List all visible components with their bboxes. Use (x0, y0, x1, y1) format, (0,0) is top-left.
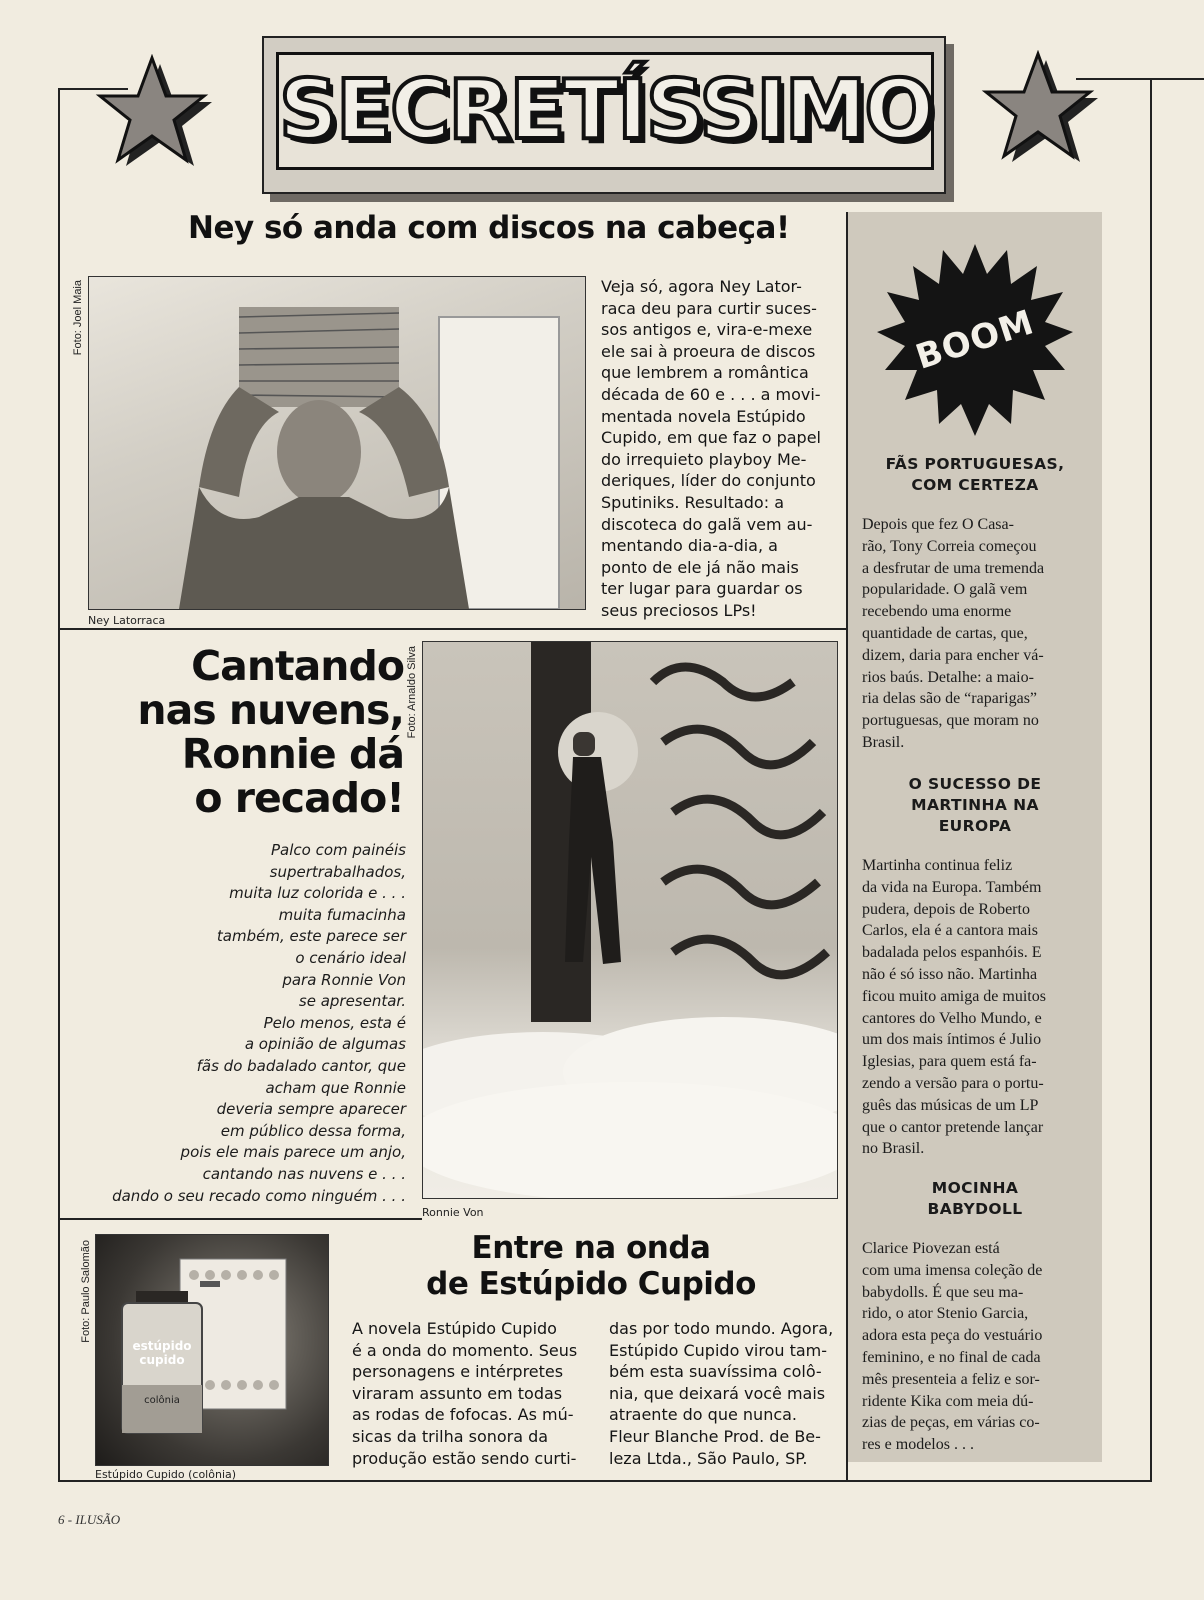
sidebar-section-text (862, 855, 1088, 1160)
text-line: muita fumacinha (278, 905, 406, 924)
text-line: o cenário ideal (295, 948, 406, 967)
story3-text-col1 (352, 1318, 588, 1469)
sidebar-section-title (862, 454, 1088, 496)
text-line: que lembrem a romântica (601, 363, 809, 383)
product-label: estúpido cupido (132, 1339, 192, 1367)
text-line: mentando dia-a-dia, a (601, 536, 778, 556)
text-line: cantores do Velho Mundo, e (862, 1009, 1042, 1027)
text-line: discoteca do galã vem au- (601, 514, 813, 534)
story2-text (84, 840, 406, 1207)
title-line: MOCINHA (931, 1179, 1019, 1197)
headline-line: o recado! (194, 774, 404, 822)
title-line: BABYDOLL (927, 1200, 1023, 1218)
star-left-icon (92, 54, 212, 174)
sidebar-section-text (862, 1238, 1088, 1456)
text-line: que o cantor pretende lançar (862, 1118, 1044, 1136)
text-line: acham que Ronnie (265, 1078, 406, 1097)
text-line: dando o seu recado como ninguém . . . (112, 1186, 406, 1205)
masthead-box (262, 36, 946, 194)
story1-photo (88, 276, 586, 610)
text-line: Veja só, agora Ney Lator- (601, 277, 802, 296)
story2-photo-credit: Foto: Arnaldo Silva (406, 646, 418, 739)
text-line: viraram assunto em todas (352, 1383, 563, 1403)
headline-line: de Estúpido Cupido (426, 1266, 756, 1302)
title-line: O SUCESSO DE (908, 775, 1042, 793)
text-line: mentada novela Estúpido (601, 406, 806, 426)
text-line: também, este parece ser (216, 927, 406, 946)
text-line: das por todo mundo. Agora, (609, 1319, 834, 1338)
text-line: res e modelos . . . (862, 1436, 974, 1454)
sidebar-panel (848, 212, 1102, 1462)
sidebar-section-title (862, 774, 1088, 837)
text-line: cantando nas nuvens e . . . (202, 1164, 406, 1183)
sidebar-section-babydoll (862, 1178, 1088, 1456)
text-line: pois ele mais parece um anjo, (180, 1143, 406, 1162)
text-line: babydolls. É que seu ma- (862, 1283, 1024, 1301)
text-line: popularidade. O galã vem (862, 581, 1028, 599)
text-line: portuguesas, que moram no (862, 712, 1039, 730)
text-line: em público dessa forma, (220, 1121, 406, 1140)
text-line: Cupido, em que faz o papel (601, 428, 821, 448)
text-line: raca deu para curtir suces- (601, 298, 817, 318)
text-line: deveria sempre aparecer (216, 1100, 406, 1119)
story1-photo-illustration (89, 277, 585, 609)
text-line: Martinha continua feliz (862, 857, 1013, 874)
title-line: COM CERTEZA (911, 476, 1039, 494)
story3-photo (95, 1234, 329, 1466)
text-line: ficou muito amiga de muitos (862, 987, 1046, 1005)
text-line: Iglesias, para quem está fa- (862, 1053, 1037, 1071)
text-line: Clarice Piovezan está (862, 1240, 1000, 1257)
text-line: ria delas são de “raparigas” (862, 690, 1038, 708)
story2-caption: Ronnie Von (422, 1206, 484, 1219)
story3-text-col2 (609, 1318, 845, 1469)
story3-caption: Estúpido Cupido (colônia) (95, 1468, 237, 1481)
story2-headline (100, 644, 404, 820)
text-line: Estúpido Cupido virou tam- (609, 1340, 828, 1360)
text-line: recebendo uma enorme (862, 603, 1012, 621)
story2-photo (422, 641, 838, 1199)
text-line: mês presenteia a feliz e sor- (862, 1370, 1040, 1388)
text-line: personagens e intérpretes (352, 1362, 564, 1382)
title-line: MARTINHA NA (911, 796, 1039, 814)
text-line: nia, que deixará você mais (609, 1383, 826, 1403)
sidebar-section-text (862, 514, 1088, 754)
text-line: badalada pelos espanhóis. E (862, 944, 1042, 962)
text-line: Brasil. (862, 733, 905, 751)
headline-line: Cantando (191, 642, 404, 690)
text-line: para Ronnie Von (282, 970, 406, 989)
masthead-title: SECRETÍSSIMO (279, 63, 933, 158)
text-line: Carlos, ela é a cantora mais (862, 922, 1038, 940)
text-line: leza Ltda., São Paulo, SP. (609, 1448, 808, 1468)
text-line: é a onda do momento. Seus (352, 1340, 578, 1360)
story3-headline (346, 1230, 836, 1302)
text-line: zendo a versão para o portu- (862, 1074, 1044, 1092)
text-line: as rodas de fofocas. As mú- (352, 1405, 574, 1425)
text-line: Sputiniks. Resultado: a (601, 492, 784, 512)
text-line: não é só isso não. Martinha (862, 965, 1038, 983)
text-line: um dos mais íntimos é Julio (862, 1031, 1042, 1049)
text-line: feminino, e no final de cada (862, 1348, 1041, 1366)
story1-headline: Ney só anda com discos na cabeça! (188, 210, 790, 246)
headline-line: nas nuvens, (137, 686, 404, 734)
text-line: sicas da trilha sonora da (352, 1426, 549, 1446)
text-line: dizem, daria para encher vá- (862, 646, 1044, 664)
sidebar-section-portuguesas (862, 454, 1088, 754)
text-line: a opinião de algumas (244, 1035, 406, 1054)
story2-bottom-rule (60, 1218, 422, 1220)
text-line: ponto de ele já não mais (601, 557, 799, 577)
story1-bottom-rule (60, 628, 846, 630)
text-line: adora esta peça do vestuário (862, 1327, 1043, 1345)
story1-text (601, 276, 833, 622)
text-line: A novela Estúpido Cupido (352, 1319, 557, 1338)
text-line: Pelo menos, esta é (263, 1013, 406, 1032)
text-line: supertrabalhados, (269, 862, 406, 881)
product-sub-label: colônia (144, 1395, 180, 1406)
text-line: atraente do que nunca. (609, 1405, 798, 1425)
frame-right-rule (1150, 78, 1152, 1482)
text-line: Fleur Blanche Prod. de Be- (609, 1426, 821, 1446)
text-line: deriques, líder do conjunto (601, 471, 816, 491)
story3-photo-credit: Foto: Paulo Salomão (80, 1240, 92, 1343)
text-line: década de 60 e . . . a movi- (601, 384, 821, 404)
page-folio: 6 - ILUSÃO (58, 1512, 121, 1527)
masthead-inner (276, 52, 934, 170)
text-line: do irrequieto playboy Me- (601, 449, 807, 469)
headline-line: Ronnie dá (181, 730, 404, 778)
text-line: ele sai à proeura de discos (601, 341, 816, 361)
sidebar-section-title (862, 1178, 1088, 1220)
story1-caption: Ney Latorraca (88, 614, 166, 627)
text-line: zias de peças, em várias co- (862, 1414, 1040, 1432)
sidebar-section-martinha (862, 774, 1088, 1160)
text-line: fãs do badalado cantor, que (196, 1056, 406, 1075)
text-line: com uma imensa coleção de (862, 1261, 1043, 1279)
text-line: produção estão sendo curti- (352, 1448, 577, 1468)
text-line: bém esta suavíssima colô- (609, 1362, 822, 1382)
text-line: da vida na Europa. Também (862, 878, 1042, 896)
story2-photo-illustration (423, 642, 837, 1198)
story1-photo-credit: Foto: Joel Maia (72, 280, 84, 356)
headline-line: Entre na onda (471, 1230, 711, 1266)
text-line: muita luz colorida e . . . (229, 884, 406, 903)
text-line: a desfrutar de uma tremenda (862, 559, 1045, 577)
frame-left-rule (58, 88, 60, 1482)
text-line: ter lugar para guardar os (601, 579, 803, 599)
boom-label: BOOM (911, 302, 1039, 378)
title-line: FÃS PORTUGUESAS, (885, 455, 1065, 473)
title-line: EUROPA (938, 817, 1012, 835)
text-line: quantidade de cartas, que, (862, 624, 1028, 642)
text-line: rão, Tony Correia começou (862, 537, 1037, 555)
text-line: Palco com painéis (271, 841, 406, 859)
text-line: pudera, depois de Roberto (862, 900, 1030, 918)
text-line: no Brasil. (862, 1140, 925, 1158)
text-line: se apresentar. (298, 992, 406, 1011)
text-line: Depois que fez O Casa- (862, 516, 1014, 533)
text-line: sos antigos e, vira-e-mexe (601, 320, 813, 340)
text-line: rido, o ator Stenio Garcia, (862, 1305, 1029, 1323)
text-line: guês das músicas de um LP (862, 1096, 1039, 1114)
text-line: ridente Kika com meia dú- (862, 1392, 1034, 1410)
text-line: rios baús. Detalhe: a maio- (862, 668, 1034, 686)
star-right-icon (978, 50, 1098, 170)
text-line: seus preciosos LPs! (601, 600, 757, 620)
